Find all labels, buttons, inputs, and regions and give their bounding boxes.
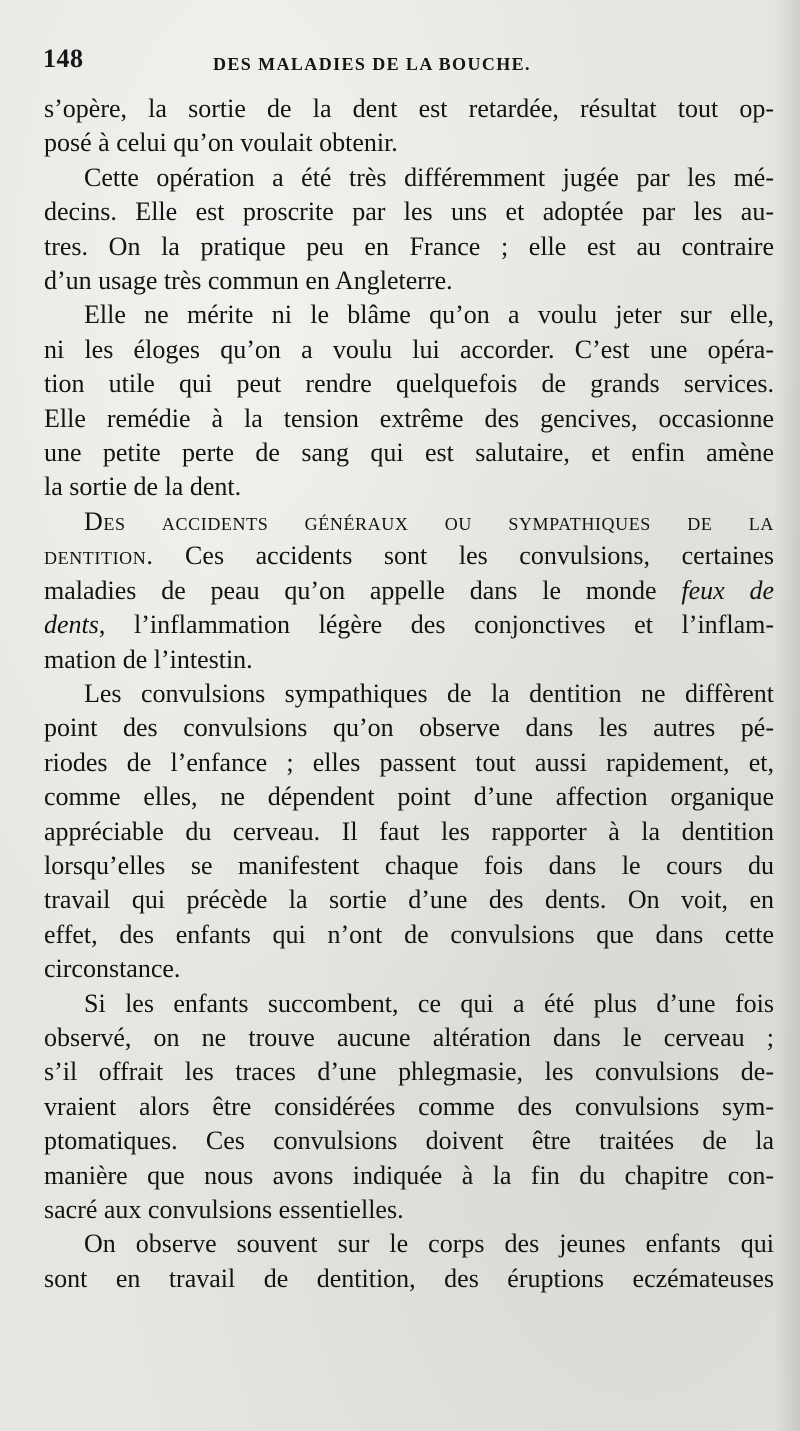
text-line: sont en travail de dentition, des éruptions eczémateuses (44, 1263, 774, 1293)
page-header (43, 44, 763, 84)
paragraph (44, 161, 774, 299)
text-fragment: Ces accidents sont les convulsions, certaines (153, 541, 774, 571)
text-line: Les convulsions sympathiques de la dentition ne diffèrent (84, 678, 774, 708)
text-line: observé, on ne trouve aucune altération dans le cerveau ; (44, 1022, 774, 1052)
paragraph (44, 92, 774, 161)
text-fragment: , l’inflammation légère des conjonctives et l’inflam- (98, 610, 774, 640)
text-line: s’il offrait les traces d’une phlegmasie, les convulsions de- (44, 1057, 774, 1087)
text-line: tres. On la pratique peu en France ; elle est au contraire (44, 231, 774, 261)
text-line: Elle remédie à la tension extrême des gencives, occasionne (44, 403, 774, 433)
text-line: travail qui précède la sortie d’une des dents. On voit, en (44, 885, 774, 915)
text-line (44, 608, 774, 642)
text-line: manière que nous avons indiquée à la fin du chapitre con- (44, 1160, 774, 1190)
text-line: s’opère, la sortie de la dent est retardée, résultat tout op- (44, 94, 774, 123)
text-line: la sortie de la dent. (44, 472, 242, 502)
text-line (44, 574, 774, 608)
text-line: tion utile qui peut rendre quelquefois de grands services. (44, 369, 774, 399)
text-line: circonstance. (44, 954, 181, 984)
section-heading: Des accidents généraux ou sympathiques de la (84, 506, 774, 536)
text-line: Elle ne mérite ni le blâme qu’on a voulu jeter sur elle, (84, 300, 774, 330)
italic-term: feux de (681, 575, 774, 605)
text-line: Si les enfants succombent, ce qui a été plus d’une fois (84, 988, 774, 1018)
paragraph (44, 1227, 774, 1296)
text-line: point des convulsions qu’on observe dans les autres pé- (44, 713, 774, 743)
italic-term: dents (44, 610, 99, 640)
text-fragment: maladies de peau qu’on appelle dans le monde (44, 575, 682, 605)
text-line: vraient alors être considérées comme des convulsions sym- (44, 1091, 774, 1121)
running-head: DES MALADIES DE LA BOUCHE. (213, 54, 531, 74)
text-line: d’un usage très commun en Angleterre. (44, 266, 453, 296)
paragraph (44, 677, 774, 987)
paragraph (44, 298, 774, 504)
text-line: decins. Elle est proscrite par les uns et adoptée par les au- (44, 197, 774, 227)
text-line: mation de l’intestin. (44, 644, 253, 674)
page-edge-shadow (774, 0, 800, 1431)
text-line: une petite perte de sang qui est salutaire, et enfin amène (44, 438, 774, 468)
text-line: lorsqu’elles se manifestent chaque fois dans le cours du (44, 850, 774, 880)
section-heading-continued: dentition. (44, 541, 154, 571)
text-line: effet, des enfants qui n’ont de convulsions que dans cette (44, 919, 774, 949)
text-line: riodes de l’enfance ; elles passent tout aussi rapidement, et, (44, 747, 774, 777)
body-text (44, 92, 774, 1296)
text-line: posé à celui qu’on voulait obtenir. (44, 128, 398, 158)
paragraph (44, 505, 774, 677)
text-line: ptomatiques. Ces convulsions doivent être traitées de la (44, 1126, 774, 1156)
text-line (44, 539, 774, 573)
text-line: On observe souvent sur le corps des jeunes enfants qui (84, 1229, 774, 1259)
paragraph (44, 987, 774, 1228)
page-number: 148 (43, 44, 84, 73)
text-line: sacré aux convulsions essentielles. (44, 1195, 404, 1224)
text-line: comme elles, ne dépendent point d’une affection organique (44, 782, 774, 812)
text-line: ni les éloges qu’on a voulu lui accorder. C’est une opéra- (44, 334, 774, 364)
text-line: Cette opération a été très différemment jugée par les mé- (84, 162, 774, 192)
text-line: appréciable du cerveau. Il faut les rapporter à la dentition (44, 816, 774, 846)
